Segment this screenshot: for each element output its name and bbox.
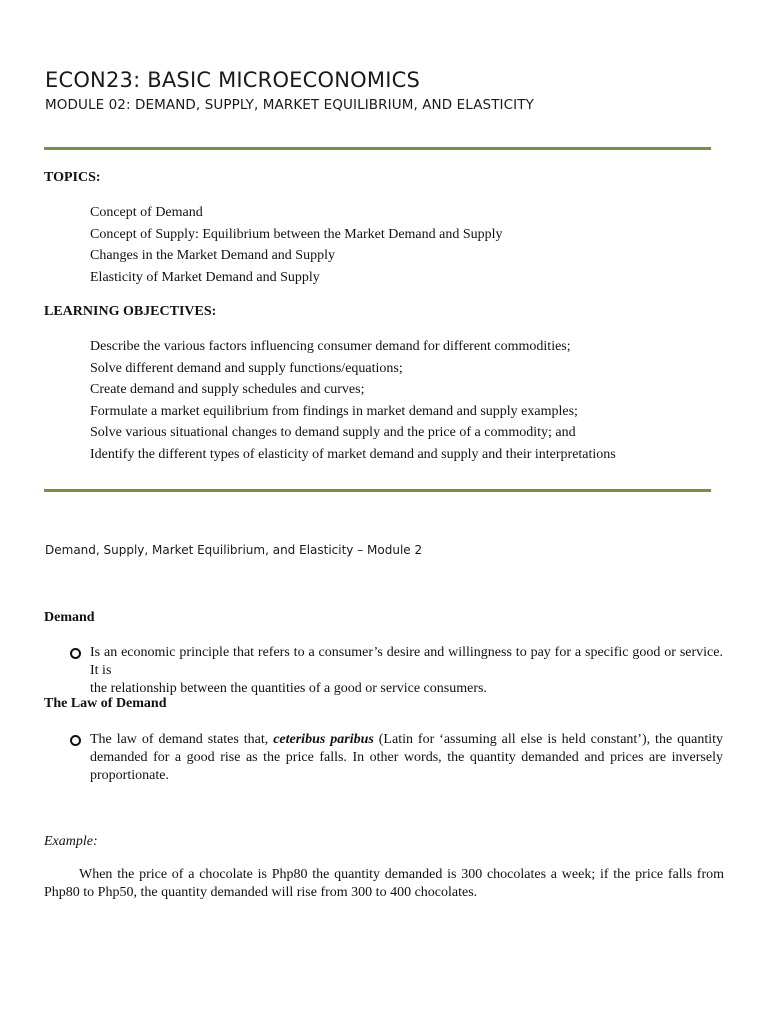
top-divider bbox=[44, 147, 711, 150]
topics-heading: TOPICS: bbox=[44, 170, 101, 185]
topic-item: Concept of Demand bbox=[90, 205, 203, 220]
topic-item: Elasticity of Market Demand and Supply bbox=[90, 269, 320, 285]
bottom-divider bbox=[44, 489, 711, 492]
course-title: ECON23: BASIC MICROECONOMICS bbox=[45, 68, 420, 92]
demand-definition-line-2: the relationship between the quantities of a good or service consumers. bbox=[90, 681, 487, 696]
ceteris-paribus-term: ceteribus paribus bbox=[273, 732, 374, 747]
law-of-demand-bullet bbox=[70, 731, 723, 785]
objective-item: Describe the various factors influencing consumer demand for different commodities; bbox=[90, 339, 571, 354]
objective-item: Solve different demand and supply functions/equations; bbox=[90, 360, 403, 376]
circle-bullet-icon bbox=[70, 648, 81, 659]
module-title: MODULE 02: DEMAND, SUPPLY, MARKET EQUILIBRIUM, AND ELASTICITY bbox=[45, 97, 534, 113]
topics-list bbox=[90, 202, 503, 288]
demand-heading: Demand bbox=[44, 610, 95, 625]
demand-definition-line-1: Is an economic principle that refers to a consumer’s desire and willingness to pay for a specific good or service. It is bbox=[90, 645, 723, 678]
example-label: Example: bbox=[44, 834, 98, 849]
objective-item: Formulate a market equilibrium from findings in market demand and supply examples; bbox=[90, 403, 578, 419]
law-of-demand-text bbox=[90, 731, 723, 785]
law-of-demand-heading: The Law of Demand bbox=[44, 696, 167, 711]
demand-bullet bbox=[70, 644, 723, 698]
topic-item: Changes in the Market Demand and Supply bbox=[90, 248, 335, 264]
circle-bullet-icon bbox=[70, 735, 81, 746]
objectives-heading: LEARNING OBJECTIVES: bbox=[44, 304, 217, 319]
objective-item: Create demand and supply schedules and curves; bbox=[90, 382, 365, 398]
module-running-title: Demand, Supply, Market Equilibrium, and Elasticity – Module 2 bbox=[45, 543, 423, 557]
demand-definition bbox=[90, 644, 723, 698]
objective-item: Solve various situational changes to demand supply and the price of a commodity; and bbox=[90, 425, 576, 441]
objectives-list bbox=[90, 336, 616, 466]
law-text-start: The law of demand states that, bbox=[90, 732, 274, 747]
objective-item: Identify the different types of elasticity of market demand and supply and their interpretations bbox=[90, 446, 616, 462]
law-text-end: (Latin for ‘assuming all else is held constant’), the quantity demanded for a good rise as the price falls. In other words, the quantity demanded and prices are inversely proportionate. bbox=[90, 732, 723, 783]
example-text: When the price of a chocolate is Php80 the quantity demanded is 300 chocolates a week; if the price falls from Php80 to Php50, the quantity demanded will rise from 300 to 400 chocolates. bbox=[44, 867, 724, 900]
topic-item: Concept of Supply: Equilibrium between the Market Demand and Supply bbox=[90, 226, 503, 242]
